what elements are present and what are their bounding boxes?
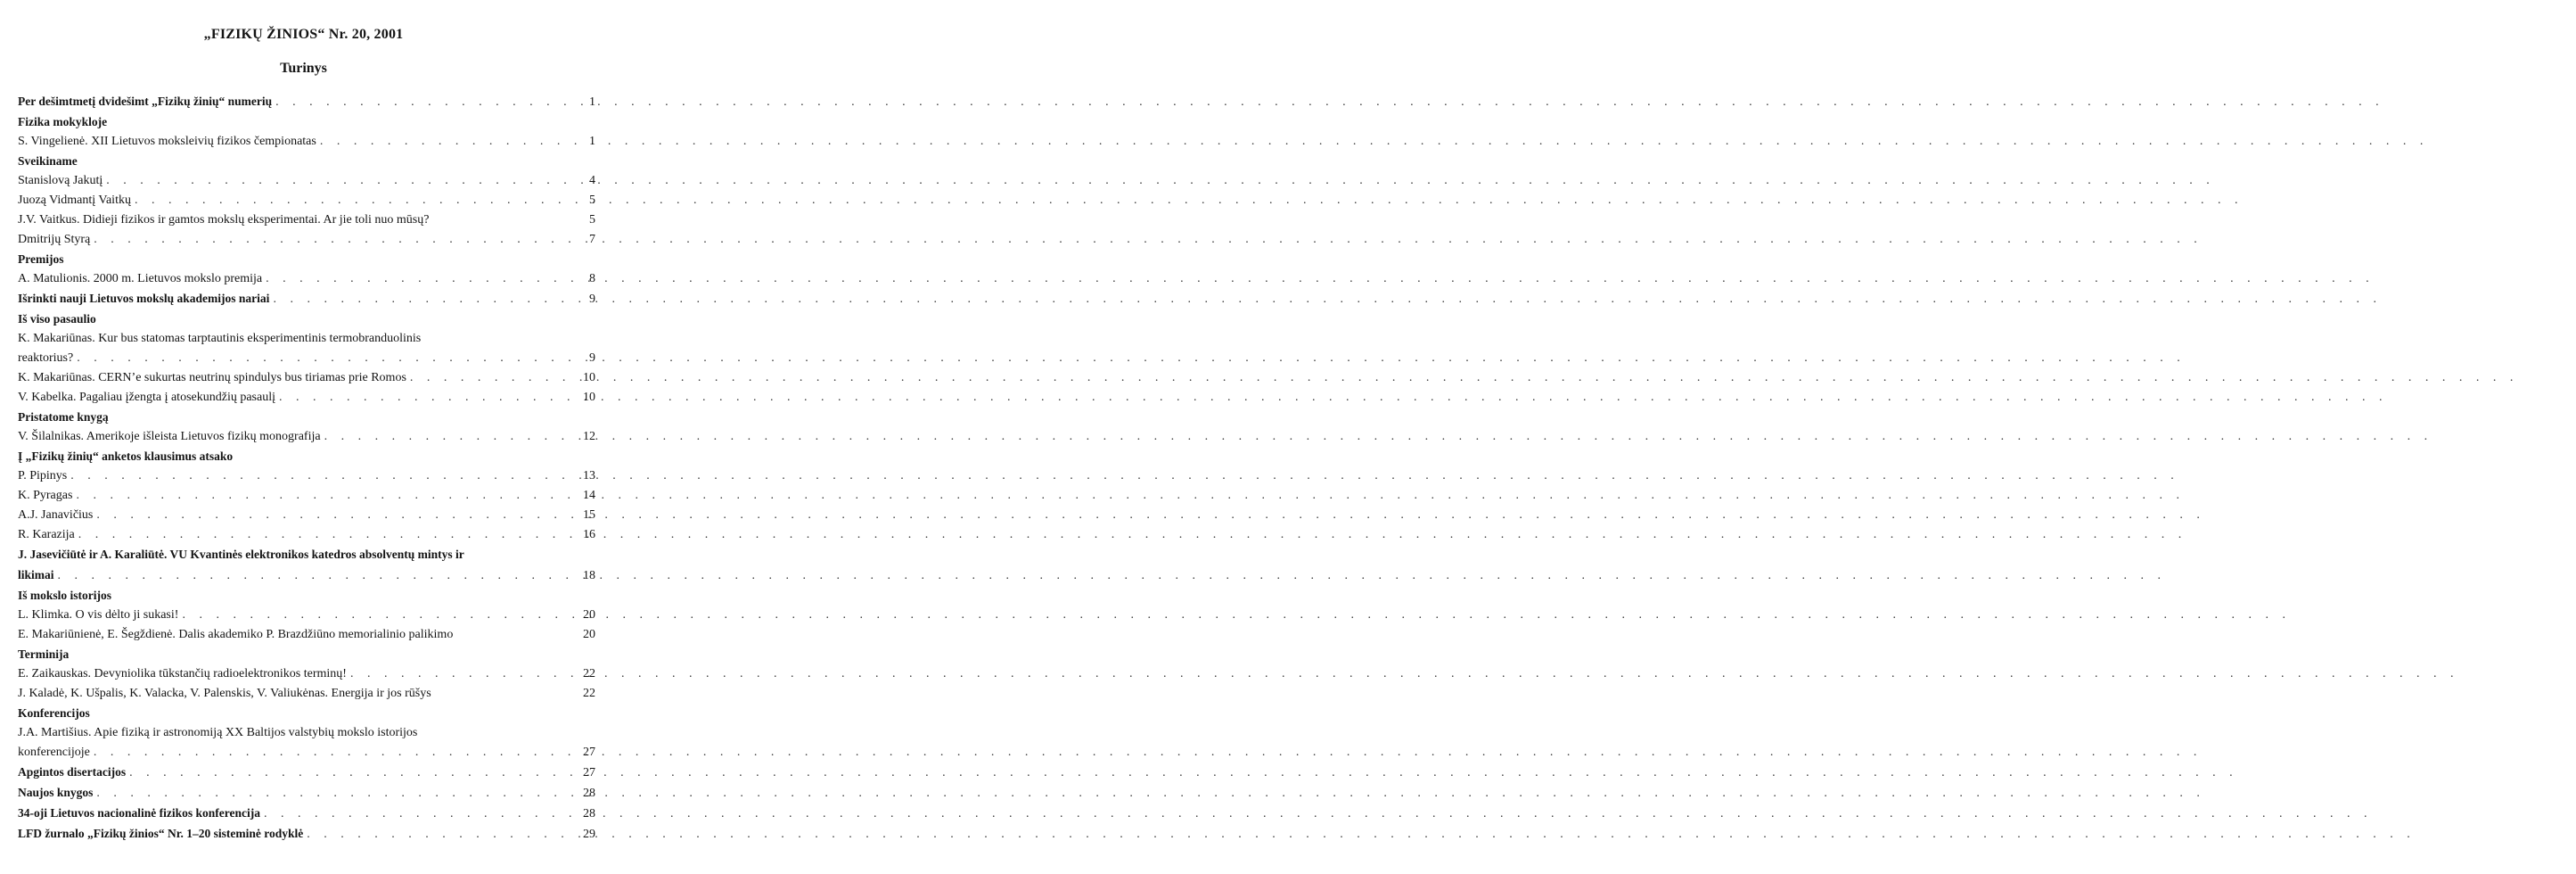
section-heading: Sveikiname — [18, 154, 78, 168]
page-number: 27 — [583, 746, 595, 759]
section-heading: Fizika mokykloje — [18, 115, 108, 128]
toc-entry — [18, 824, 595, 845]
page-number: 22 — [583, 687, 595, 700]
page-number: 10 — [583, 371, 595, 384]
page-number: 12 — [583, 430, 595, 443]
toc-entry — [18, 565, 595, 586]
entry-title: 34-oji Lietuvos nacionalinė fizikos konferencija — [18, 806, 260, 820]
page-number: 8 — [589, 272, 595, 285]
page-number: 28 — [583, 807, 595, 820]
entry-title: K. Makariūnas. CERN’e sukurtas neutrinų spindulys bus tiriamas prie Romos — [18, 371, 406, 384]
toc-entry — [18, 269, 595, 289]
entry-title: konferencijoje — [18, 746, 90, 759]
toc-entry — [18, 545, 595, 565]
dot-leader — [58, 566, 572, 586]
entry-title: J.A. Martišius. Apie fiziką ir astronomiją XX Baltijos valstybių mokslo istorijos — [18, 726, 418, 739]
section-heading: Iš viso pasaulio — [18, 312, 96, 326]
entry-title: A.J. Janavičius — [18, 508, 94, 522]
entry-title: E. Makariūnienė, E. Šegždienė. Dalis akademiko P. Brazdžiūno memorialinio palikimo — [18, 628, 454, 641]
dot-leader — [320, 132, 572, 152]
entry-title: P. Pipinys — [18, 469, 68, 482]
toc-entry — [18, 606, 595, 625]
entry-title: A. Matulionis. 2000 m. Lietuvos mokslo premija — [18, 272, 263, 285]
entry-title: R. Karazija — [18, 528, 75, 541]
entry-title: J. Jasevičiūtė ir A. Karaliūtė. VU Kvantinės elektronikos katedros absolventų mintys ir — [18, 548, 464, 561]
entry-title: Juozą Vidmantį Vaitkų — [18, 194, 131, 207]
dot-leader — [266, 269, 572, 289]
toc-entry — [18, 210, 595, 230]
page-number: 22 — [583, 667, 595, 680]
toc-entry — [18, 684, 595, 704]
dot-leader — [135, 191, 572, 210]
dot-leader — [273, 290, 572, 309]
page-number: 29 — [583, 828, 595, 841]
page-number: 15 — [583, 508, 595, 522]
page-number: 28 — [583, 787, 595, 800]
page-number: 7 — [589, 233, 595, 246]
page-number: 20 — [583, 608, 595, 622]
toc-entry — [18, 289, 595, 309]
dot-leader — [410, 368, 572, 388]
toc-entry — [18, 743, 595, 763]
entry-title: J.V. Vaitkus. Didieji fizikos ir gamtos mokslų eksperimentai. Ar jie toli nuo mūsų? — [18, 213, 430, 227]
entry-title: Per dešimtmetį dvidešimt „Fizikų žinių“ numerių — [18, 95, 273, 108]
toc-entry — [18, 664, 595, 684]
entry-title: V. Kabelka. Pagaliau įžengta į atosekundžių pasaulį — [18, 391, 275, 404]
toc-entry — [18, 92, 595, 112]
dot-leader — [94, 743, 572, 763]
toc-entry — [18, 230, 595, 250]
table-of-contents — [18, 92, 595, 845]
entry-title: K. Pyragas — [18, 489, 73, 502]
document-page — [0, 0, 607, 874]
toc-entry — [18, 349, 595, 368]
dot-leader — [279, 388, 572, 408]
entry-title: Stanislovą Jakutį — [18, 174, 103, 187]
section-heading: Pristatome knygą — [18, 410, 109, 424]
entry-title: S. Vingelienė. XII Lietuvos moksleivių fizikos čempionatas — [18, 135, 316, 148]
entry-title: likimai — [18, 568, 54, 581]
dot-leader — [264, 804, 572, 824]
dot-leader — [70, 466, 572, 486]
entry-title: reaktorius? — [18, 351, 74, 365]
dot-leader — [106, 171, 572, 191]
entry-title: Išrinkti nauji Lietuvos mokslų akademijos nariai — [18, 292, 270, 305]
entry-title: Apgintos disertacijos — [18, 765, 127, 779]
page-number: 4 — [589, 174, 595, 187]
section-heading: Konferencijos — [18, 706, 90, 720]
dot-leader — [350, 664, 572, 684]
contents-heading: Turinys — [280, 61, 327, 76]
entry-title: K. Makariūnas. Kur bus statomas tarptautinis eksperimentinis termobranduolinis — [18, 332, 422, 345]
toc-entry — [18, 783, 595, 804]
toc-entry — [18, 625, 595, 645]
dot-leader — [182, 606, 572, 625]
dot-leader — [324, 427, 572, 447]
dot-leader — [76, 486, 572, 506]
entry-title: L. Klimka. O vis dėlto ji sukasi! — [18, 608, 179, 622]
page-number: 16 — [583, 528, 595, 541]
toc-entry — [18, 763, 595, 783]
dot-leader — [275, 93, 572, 112]
toc-entry — [18, 506, 595, 525]
journal-title: „FIZIKŲ ŽINIOS“ Nr. 20, 2001 — [203, 27, 404, 42]
dot-leader — [94, 230, 572, 250]
toc-entry — [18, 171, 595, 191]
dot-leader — [307, 825, 572, 845]
page-number: 14 — [583, 489, 595, 502]
dot-leader — [96, 506, 572, 525]
dot-leader — [129, 763, 572, 783]
toc-entry — [18, 368, 595, 388]
entry-title: Dmitrijų Styrą — [18, 233, 91, 246]
page-number: 5 — [589, 213, 595, 227]
toc-entry — [18, 723, 595, 743]
page-number: 18 — [583, 569, 595, 582]
page-number: 9 — [589, 351, 595, 365]
dot-leader — [96, 784, 572, 804]
toc-entry — [18, 132, 595, 152]
page-number: 20 — [583, 628, 595, 641]
entry-title: J. Kaladė, K. Ušpalis, K. Valacka, V. Palenskis, V. Valiukėnas. Energija ir jos rūšys — [18, 687, 431, 700]
page-number: 5 — [589, 194, 595, 207]
toc-entry — [18, 486, 595, 506]
page-number: 10 — [583, 391, 595, 404]
toc-entry — [18, 191, 595, 210]
section-heading: Į „Fizikų žinių“ anketos klausimus atsako — [18, 449, 234, 463]
section-heading: Premijos — [18, 252, 64, 266]
toc-entry — [18, 525, 595, 545]
toc-entry — [18, 388, 595, 408]
page-number: 1 — [589, 95, 595, 109]
page-number: 9 — [589, 293, 595, 306]
toc-entry — [18, 329, 595, 349]
page-number: 13 — [583, 469, 595, 482]
entry-title: E. Zaikauskas. Devyniolika tūkstančių radioelektronikos terminų! — [18, 667, 347, 680]
toc-entry — [18, 466, 595, 486]
entry-title: V. Šilalnikas. Amerikoje išleista Lietuvos fizikų monografija — [18, 430, 321, 443]
toc-entry — [18, 804, 595, 824]
section-heading: Terminija — [18, 647, 70, 661]
page-number: 1 — [589, 135, 595, 148]
toc-entry — [18, 427, 595, 447]
entry-title: LFD žurnalo „Fizikų žinios“ Nr. 1–20 sisteminė rodyklė — [18, 827, 304, 840]
section-heading: Iš mokslo istorijos — [18, 589, 112, 602]
page-number: 27 — [583, 766, 595, 779]
entry-title: Naujos knygos — [18, 786, 94, 799]
dot-leader — [78, 525, 572, 545]
dot-leader — [77, 349, 572, 368]
